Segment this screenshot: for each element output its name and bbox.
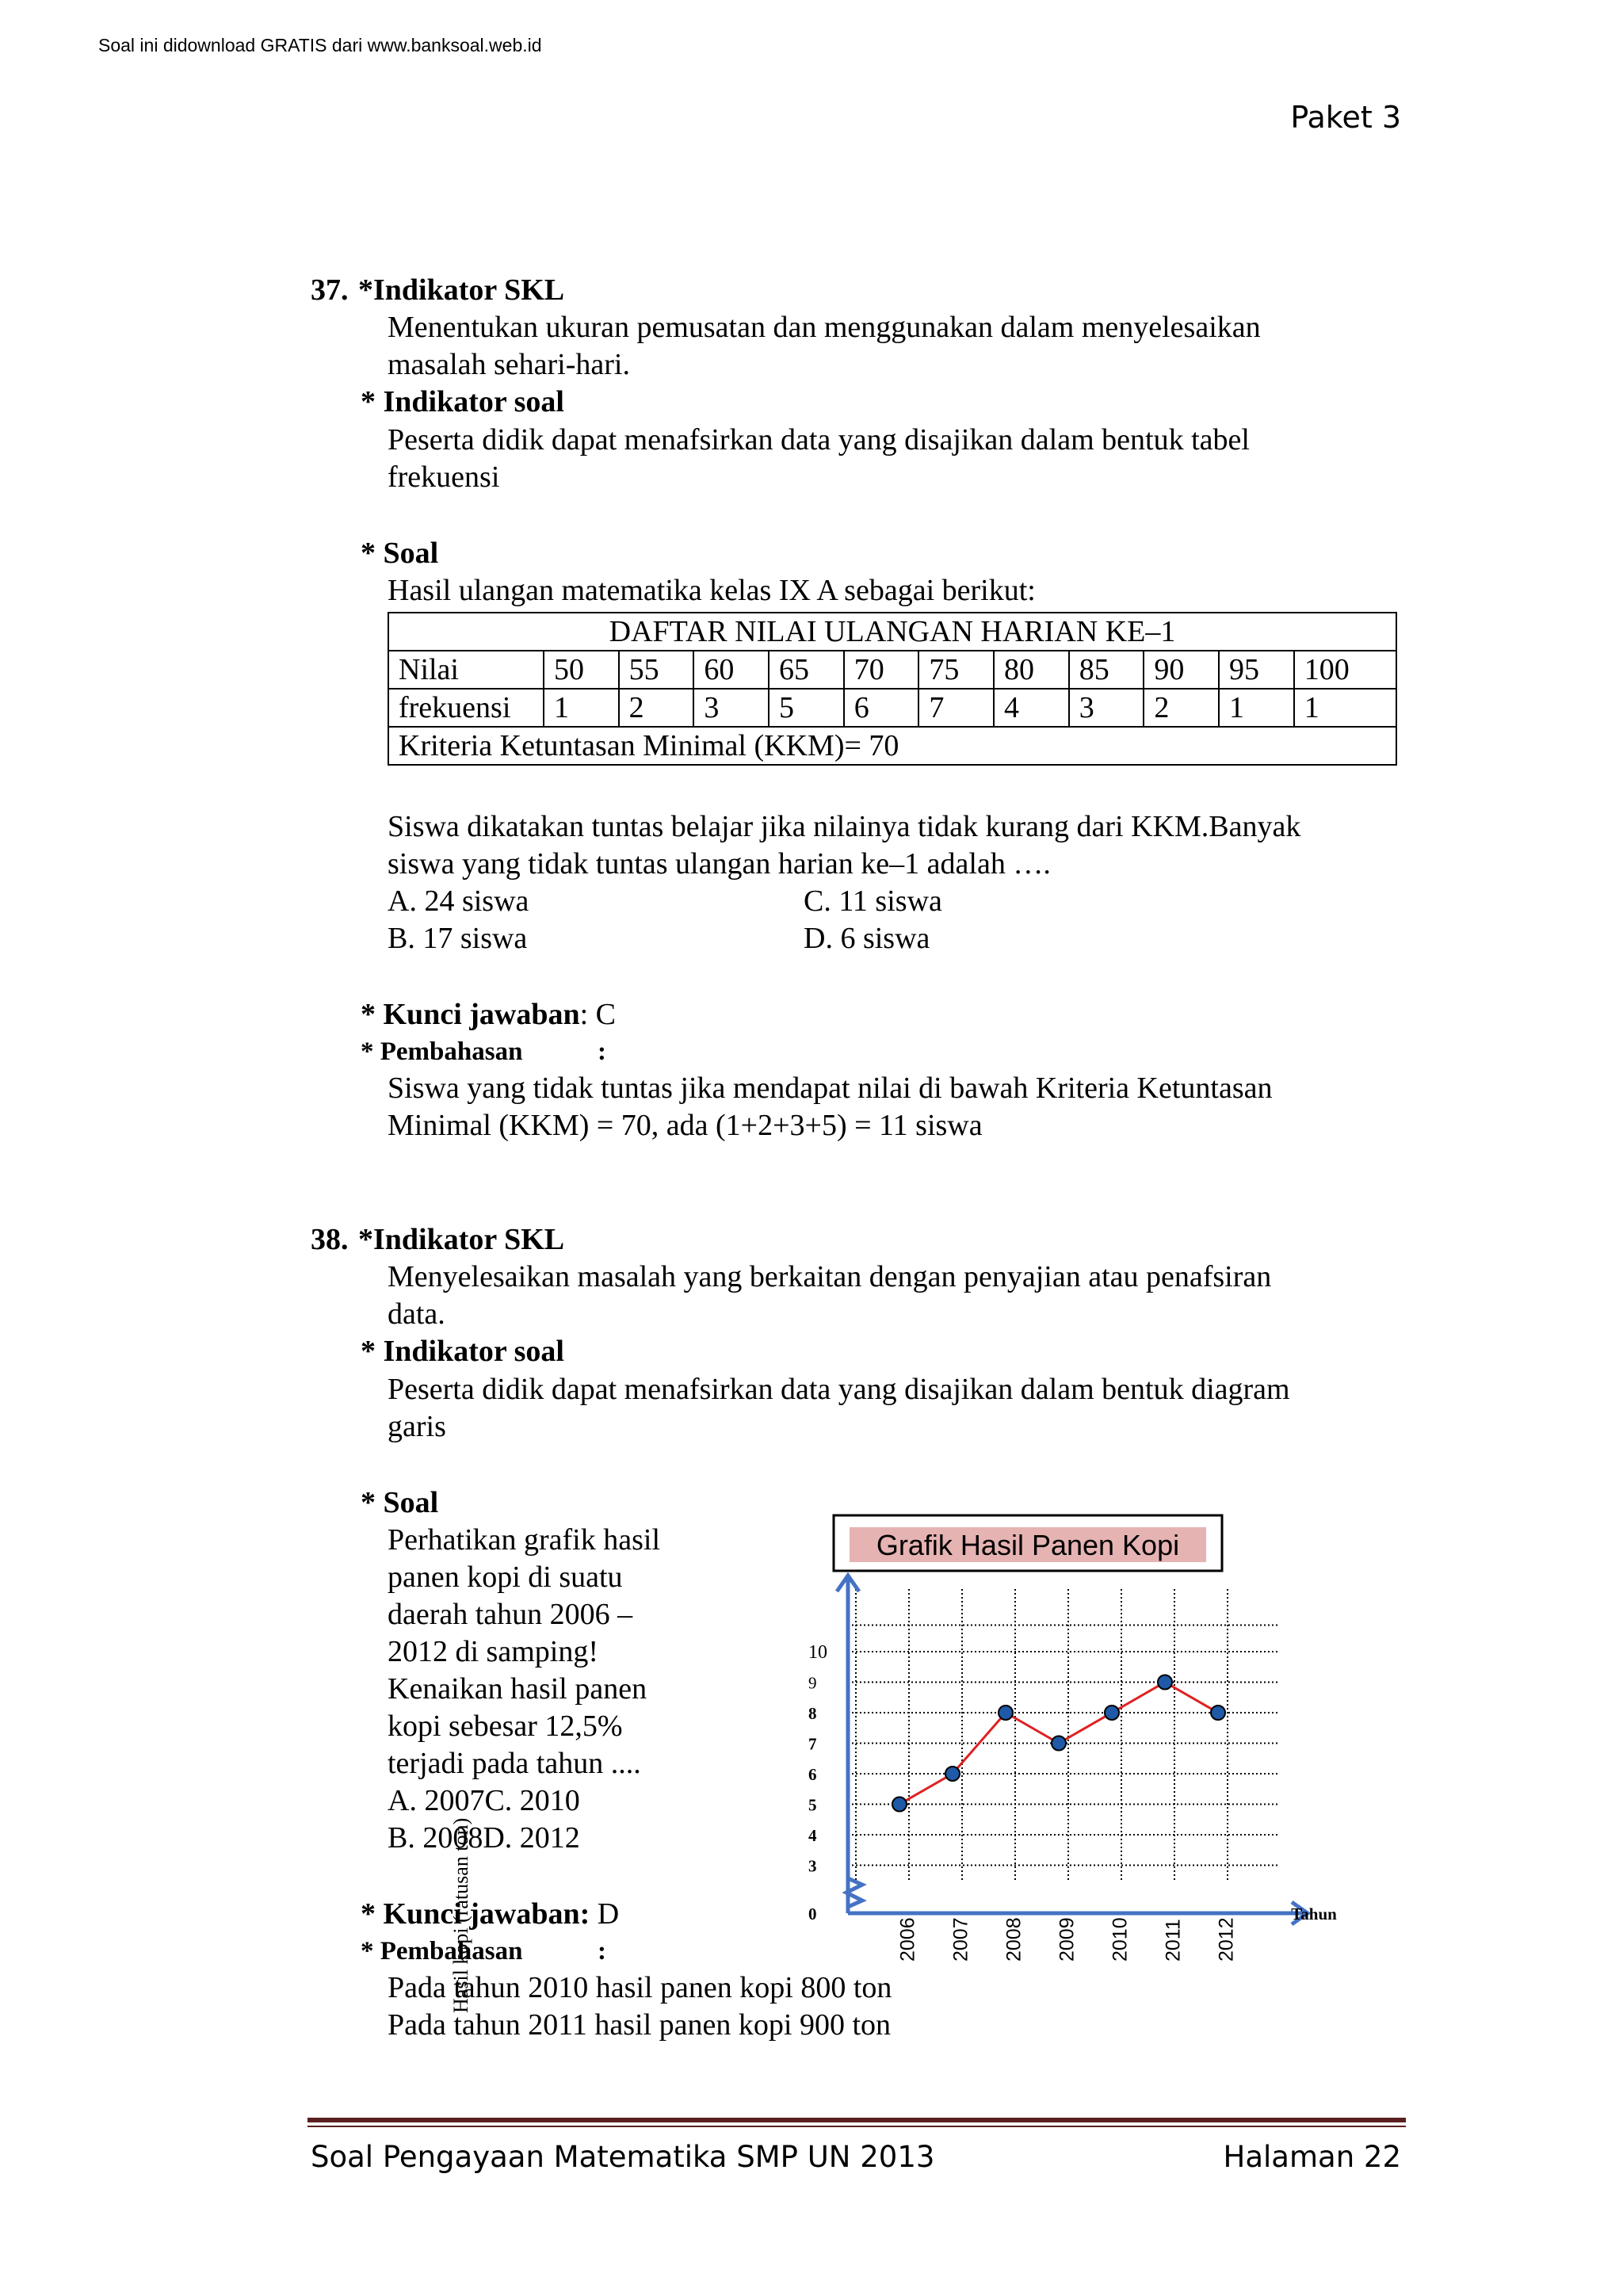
q37-option-d: D. 6 siswa	[804, 922, 930, 955]
x-tick-labels	[897, 1917, 1238, 1962]
q37-indikator-soal-line-2: frekuensi	[388, 460, 500, 494]
q38-soal-line-4: 2012 di samping!	[388, 1635, 598, 1668]
table-cell: 1	[1294, 689, 1396, 727]
table-cell: 80	[994, 651, 1069, 689]
q38-soal-line-6: kopi sebesar 12,5%	[388, 1710, 623, 1743]
q37-soal-intro: Hasil ulangan matematika kelas IX A sebagai berikut:	[388, 574, 1036, 607]
q38-option-a-c: A. 2007C. 2010	[388, 1784, 580, 1817]
q38-discussion-colon: :	[598, 1937, 606, 1966]
table-cell: 50	[544, 651, 619, 689]
q38-indikator-soal-line-2: garis	[388, 1410, 446, 1443]
table-cell: 60	[693, 651, 769, 689]
chart-grid	[852, 1589, 1280, 1880]
q38-soal-line-2: panen kopi di suatu	[388, 1561, 623, 1594]
q38-answer-key-label: * Kunci jawaban:	[361, 1897, 590, 1931]
x-axis-label: Tahun	[1291, 1904, 1337, 1924]
y-tick-label: 3	[808, 1856, 817, 1876]
chart-axes	[837, 1576, 1308, 1924]
footer-title: Soal Pengayaan Matematika SMP UN 2013	[311, 2140, 935, 2174]
table-row-frekuensi	[388, 689, 1396, 727]
q38-soal-line-3: daerah tahun 2006 –	[388, 1598, 633, 1631]
table-cell: 3	[693, 689, 769, 727]
table-cell: 2	[1144, 689, 1219, 727]
q38-soal-line-1: Perhatikan grafik hasil	[388, 1523, 661, 1557]
x-tick-label: 2009	[1056, 1917, 1079, 1962]
data-point	[1105, 1706, 1119, 1720]
q38-indikator-skl-label: *Indikator SKL	[358, 1223, 565, 1256]
q37-option-a: A. 24 siswa	[388, 884, 529, 918]
q37-indikator-soal-label: * Indikator soal	[361, 385, 564, 418]
q37-answer-key-value: : C	[579, 998, 617, 1031]
q38-answer-key	[361, 1896, 619, 1933]
q37-indikator-skl-line-2: masalah sehari-hari.	[388, 348, 630, 381]
q37-indikator-skl-label: *Indikator SKL	[358, 273, 565, 307]
q38-number: 38.	[311, 1223, 349, 1256]
q38-indikator-soal-line-1: Peserta didik dapat menafsirkan data yang disajikan dalam bentuk diagram	[388, 1373, 1290, 1406]
table-cell: 7	[918, 689, 994, 727]
watermark-text: Soal ini didownload GRATIS dari www.banksoal.web.id	[98, 35, 542, 55]
x-tick-label: 2010	[1109, 1917, 1132, 1962]
q38-option-b-d: B. 2008D. 2012	[388, 1821, 580, 1855]
table-header-nilai: Nilai	[388, 651, 544, 689]
y-tick-label: 5	[808, 1795, 817, 1815]
y-tick-label: 4	[808, 1826, 817, 1845]
x-tick-label: 2011	[1162, 1919, 1185, 1962]
package-label: Paket 3	[1290, 100, 1401, 135]
frequency-table	[388, 612, 1397, 766]
table-cell: 95	[1219, 651, 1294, 689]
table-cell: 1	[1219, 689, 1294, 727]
q37-indikator-skl-line-1: Menentukan ukuran pemusatan dan menggunakan dalam menyelesaikan	[388, 311, 1261, 344]
q38-discussion-line-1: Pada tahun 2010 hasil panen kopi 800 ton	[388, 1971, 892, 2004]
y-tick-label: 7	[808, 1734, 817, 1754]
table-cell: 65	[769, 651, 844, 689]
data-point	[945, 1767, 960, 1781]
q38-indikator-skl-line-1: Menyelesaikan masalah yang berkaitan dengan penyajian atau penafsiran	[388, 1260, 1272, 1293]
table-title-row	[388, 613, 1396, 651]
data-point	[999, 1706, 1013, 1720]
x-tick-label: 2006	[896, 1917, 919, 1962]
q37-answer-key	[361, 996, 616, 1033]
y-tick-label: 9	[808, 1673, 817, 1693]
table-cell: 90	[1144, 651, 1219, 689]
table-cell: 70	[844, 651, 919, 689]
q37-discussion-colon: :	[598, 1037, 606, 1066]
data-point	[1158, 1675, 1172, 1690]
table-row-nilai	[388, 651, 1396, 689]
table-cell: 2	[619, 689, 694, 727]
data-point	[1211, 1706, 1225, 1720]
y-tick-label: 0	[808, 1904, 817, 1924]
chart-title: Grafik Hasil Panen Kopi	[876, 1529, 1180, 1561]
q37-soal-label: * Soal	[361, 537, 439, 570]
q38-soal-line-5: Kenaikan hasil panen	[388, 1672, 647, 1706]
table-header-frekuensi: frekuensi	[388, 689, 544, 727]
q37-indikator-soal-line-1: Peserta didik dapat menafsirkan data yang disajikan dalam bentuk tabel	[388, 423, 1250, 457]
q38-indikator-skl-line-2: data.	[388, 1297, 445, 1331]
table-cell: 55	[619, 651, 694, 689]
table-footer-row	[388, 727, 1396, 765]
y-tick-label: 6	[808, 1765, 817, 1784]
q37-answer-key-label: * Kunci jawaban	[361, 998, 580, 1031]
table-footer-kkm: Kriteria Ketuntasan Minimal (KKM)= 70	[388, 727, 1396, 765]
q37-option-b: B. 17 siswa	[388, 922, 528, 955]
table-title: DAFTAR NILAI ULANGAN HARIAN KE–1	[388, 613, 1396, 651]
q37-discussion-line-2: Minimal (KKM) = 70, ada (1+2+3+5) = 11 siswa	[388, 1109, 983, 1142]
x-tick-label: 2007	[949, 1917, 972, 1962]
x-tick-label: 2008	[1002, 1917, 1025, 1962]
q38-indikator-soal-label: * Indikator soal	[361, 1335, 564, 1368]
footer-rule-thin	[307, 2126, 1406, 2127]
q38-soal-label: * Soal	[361, 1486, 439, 1519]
table-cell: 75	[918, 651, 994, 689]
q37-discussion-line-1: Siswa yang tidak tuntas jika mendapat nilai di bawah Kriteria Ketuntasan	[388, 1072, 1273, 1105]
y-tick-label: 8	[808, 1704, 817, 1723]
q38-answer-key-value: D	[590, 1897, 620, 1931]
table-cell: 85	[1069, 651, 1144, 689]
y-tick-label: 10	[808, 1642, 827, 1663]
table-cell: 4	[994, 689, 1069, 727]
table-cell: 1	[544, 689, 619, 727]
footer-rule-thick	[307, 2118, 1406, 2122]
y-axis-label: Hasil kopi (ratusan ton)	[449, 1817, 472, 2013]
q37-discussion-label: * Pembahasan	[361, 1037, 523, 1066]
x-tick-label: 2012	[1215, 1917, 1238, 1962]
table-cell: 6	[844, 689, 919, 727]
q38-discussion-line-2: Pada tahun 2011 hasil panen kopi 900 ton	[388, 2008, 891, 2042]
q38-discussion-label: * Pembahasan	[361, 1937, 523, 1966]
data-point	[892, 1797, 907, 1812]
q37-question-line-1: Siswa dikatakan tuntas belajar jika nilainya tidak kurang dari KKM.Banyak	[388, 810, 1301, 843]
footer-page-number: Halaman 22	[1223, 2140, 1401, 2174]
q38-soal-line-7: terjadi pada tahun ....	[388, 1747, 641, 1780]
data-point	[1052, 1736, 1066, 1751]
table-cell: 100	[1294, 651, 1396, 689]
y-tick-labels	[808, 1642, 827, 1924]
table-cell: 3	[1069, 689, 1144, 727]
chart-series	[892, 1675, 1225, 1812]
q37-option-c: C. 11 siswa	[804, 884, 942, 918]
q37-number: 37.	[311, 273, 349, 307]
table-cell: 5	[769, 689, 844, 727]
q37-question-line-2: siswa yang tidak tuntas ulangan harian ke–1 adalah ….	[388, 847, 1051, 881]
